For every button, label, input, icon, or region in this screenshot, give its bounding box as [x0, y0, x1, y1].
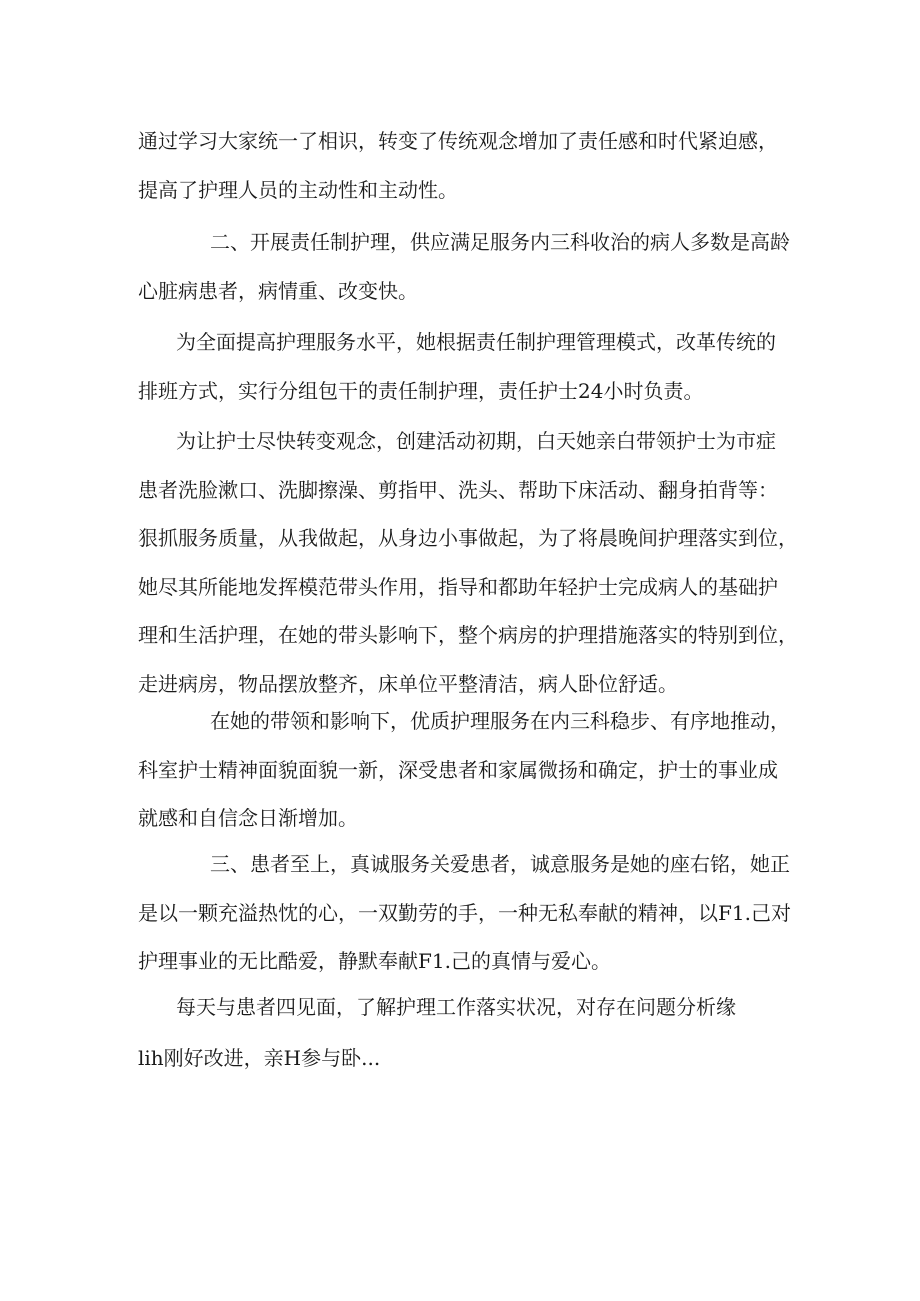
text-line: 通过学习大家统一了相识，转变了传统观念增加了责任感和时代紧迫感， — [138, 129, 778, 153]
text-line: 在她的带领和影响下，优质护理服务在内三科稳步、有序地推动， — [210, 709, 790, 733]
text-line: 为让护士尽快转变观念，创建活动初期，白天她亲白带领护士为市症 — [176, 429, 776, 453]
text-line: 排班方式，实行分组包干的责任制护理，责任护士24小时负责。 — [138, 378, 704, 403]
text-line: 科室护士精神面貌面貌一新，深受患者和家属微扬和确定，护士的事业成 — [138, 757, 778, 782]
paragraph-4 — [138, 417, 798, 708]
text-line: 护理事业的无比酷爱，静默奉献F1.己的真情与爱心。 — [138, 949, 611, 973]
text-line: 患者洗脸漱口、洗脚擦澡、剪指甲、洗头、帮助下床活动、翻身拍背等： — [138, 477, 778, 502]
paragraph-8 — [138, 1034, 798, 1083]
text-line: 就感和自信念日渐增加。 — [138, 806, 358, 830]
text-line: 她尽其所能地发挥模范带头作用，指导和都助年轻护士完成病人的基础护 — [138, 574, 778, 599]
paragraph-6 — [138, 840, 798, 986]
text-line: lih刚好改进，亲H参与卧... — [138, 1046, 381, 1070]
text-line: 是以一颗充溢热忱的心，一双勤劳的手，一种无私奉献的精神，以F1.己对 — [138, 900, 791, 925]
text-line: 狠抓服务质量，从我做起，从身边小事做起，为了将晨晚间护理落实到位， — [138, 526, 798, 550]
paragraph-7 — [138, 983, 798, 1032]
paragraph-2 — [138, 218, 798, 315]
paragraph-1 — [138, 117, 798, 214]
paragraph-5 — [138, 697, 798, 843]
text-line: 三、患者至上，真诚服务关爱患者，诚意服务是她的座右铭，她正 — [210, 852, 790, 876]
text-line: 心脏病患者，病情重、改变快。 — [138, 278, 418, 303]
text-line: 为全面提高护理服务水平，她根据责任制护理管理模式，改革传统的 — [176, 330, 776, 354]
text-line: 二、开展责任制护理，供应满足服务内三科收治的病人多数是高龄 — [210, 230, 790, 254]
paragraph-3 — [138, 318, 798, 415]
text-line: 提高了护理人员的主动性和主动性。 — [138, 177, 458, 202]
text-line: 每天与患者四见面，了解护理工作落实状况，对存在问题分析缘 — [176, 995, 736, 1019]
text-line: 走进病房，物品摆放整齐，床单位平整清洁，病人卧位舒适。 — [138, 671, 678, 696]
text-line: 理和生活护理，在她的带头影响下，整个病房的护理措施落实的特别到位， — [138, 623, 798, 647]
